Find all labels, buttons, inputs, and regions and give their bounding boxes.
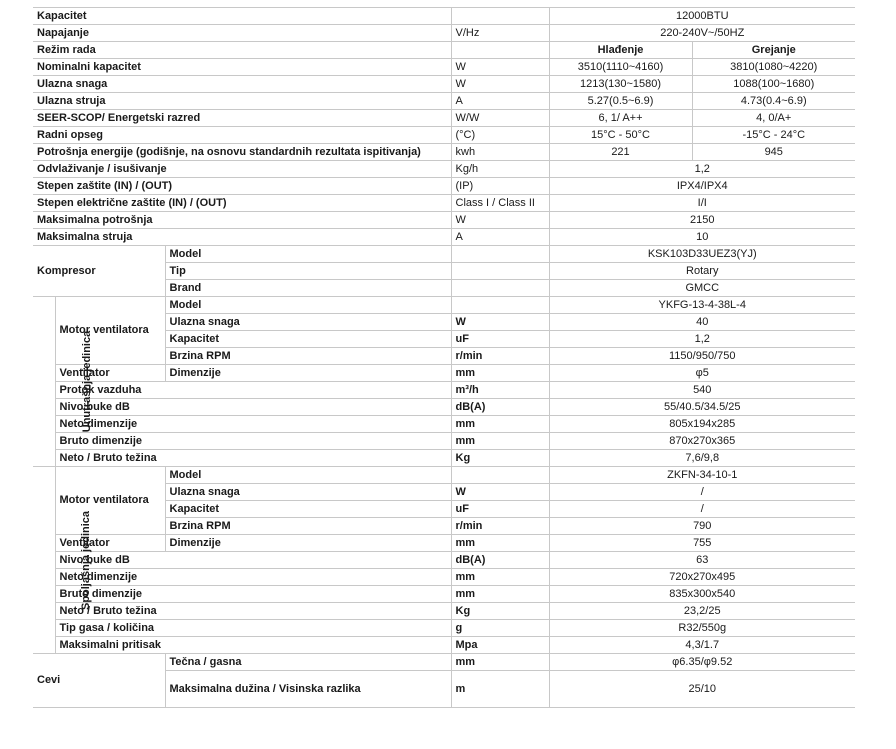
row-unit: W [451, 314, 549, 331]
row-unit: W [451, 212, 549, 229]
row-value: φ5 [549, 365, 855, 382]
row-unit: mm [451, 586, 549, 603]
cooling-value: 221 [549, 144, 692, 161]
row-value: ZKFN-34-10-1 [549, 467, 855, 484]
row-label: Neto dimenzije [55, 569, 451, 586]
mode-heating-header: Grejanje [692, 42, 855, 59]
table-row [33, 59, 855, 76]
row-unit: m³/h [451, 382, 549, 399]
heating-value: 1088(100~1680) [692, 76, 855, 93]
row-unit: g [451, 620, 549, 637]
row-label: Tip [165, 263, 451, 280]
row-value: 1,2 [549, 161, 855, 178]
row-label: Neto dimenzije [55, 416, 451, 433]
row-value: 835x300x540 [549, 586, 855, 603]
row-unit [451, 280, 549, 297]
heating-value: 3810(1080~4220) [692, 59, 855, 76]
row-unit: A [451, 93, 549, 110]
row-unit: Kg [451, 450, 549, 467]
table-row [33, 178, 855, 195]
table-row [33, 467, 855, 484]
row-unit: uF [451, 331, 549, 348]
row-unit: mm [451, 416, 549, 433]
row-unit: mm [451, 535, 549, 552]
row-label: Maksimalni pritisak [55, 637, 451, 654]
pipes-section-label: Cevi [33, 654, 165, 708]
row-label: Potrošnja energije (godišnje, na osnovu standardnih rezultata ispitivanja) [33, 144, 451, 161]
row-label: Maksimalna dužina / Visinska razlika [165, 671, 451, 708]
row-label: Brand [165, 280, 451, 297]
row-label: Neto / Bruto težina [55, 603, 451, 620]
heating-value: 4.73(0.4~6.9) [692, 93, 855, 110]
row-unit: Kg/h [451, 161, 549, 178]
row-label: Ulazna snaga [165, 314, 451, 331]
row-unit: (IP) [451, 178, 549, 195]
row-unit [451, 8, 549, 25]
outdoor-fan-motor-label: Motor ventilatora [55, 467, 165, 535]
row-label: Radni opseg [33, 127, 451, 144]
row-unit: dB(A) [451, 399, 549, 416]
table-row [33, 586, 855, 603]
table-row [33, 552, 855, 569]
row-unit: r/min [451, 518, 549, 535]
table-row [33, 569, 855, 586]
row-label: Ulazna snaga [33, 76, 451, 93]
table-row [33, 297, 855, 314]
row-value: 55/40.5/34.5/25 [549, 399, 855, 416]
row-value: 23,2/25 [549, 603, 855, 620]
row-value: 7,6/9,8 [549, 450, 855, 467]
row-label: Bruto dimenzije [55, 586, 451, 603]
table-row [33, 110, 855, 127]
row-label: Model [165, 297, 451, 314]
row-unit: mm [451, 569, 549, 586]
row-label: Stepen zaštite (IN) / (OUT) [33, 178, 451, 195]
table-row [33, 637, 855, 654]
table-row [33, 25, 855, 42]
row-value: 63 [549, 552, 855, 569]
row-unit: V/Hz [451, 25, 549, 42]
row-value: 12000BTU [549, 8, 855, 25]
table-row [33, 76, 855, 93]
row-label: Nivo buke dB [55, 399, 451, 416]
row-label: Maksimalna potrošnja [33, 212, 451, 229]
row-unit: A [451, 229, 549, 246]
table-row [33, 382, 855, 399]
row-value: 25/10 [549, 671, 855, 708]
outdoor-fan-label: Ventilator [55, 535, 165, 552]
row-unit [451, 467, 549, 484]
row-value: 870x270x365 [549, 433, 855, 450]
row-value: 2150 [549, 212, 855, 229]
table-row [33, 433, 855, 450]
row-label: Tip gasa / količina [55, 620, 451, 637]
table-row [33, 603, 855, 620]
row-label: Neto / Bruto težina [55, 450, 451, 467]
row-label: SEER-SCOP/ Energetski razred [33, 110, 451, 127]
row-unit: W/W [451, 110, 549, 127]
row-unit [451, 263, 549, 280]
row-value: KSK103D33UEZ3(YJ) [549, 246, 855, 263]
table-row [33, 144, 855, 161]
row-value: 220-240V~/50HZ [549, 25, 855, 42]
row-label: Ulazna struja [33, 93, 451, 110]
table-row [33, 620, 855, 637]
row-label: Brzina RPM [165, 518, 451, 535]
row-label: Nivo buke dB [55, 552, 451, 569]
row-unit: W [451, 484, 549, 501]
row-value: 4,3/1.7 [549, 637, 855, 654]
indoor-section-label: Unutrašnja jedinica [33, 297, 55, 467]
row-unit: Class I / Class II [451, 195, 549, 212]
row-value: 1,2 [549, 331, 855, 348]
row-unit: W [451, 76, 549, 93]
mode-cooling-header: Hlađenje [549, 42, 692, 59]
table-row [33, 654, 855, 671]
table-row [33, 365, 855, 382]
heating-value: 945 [692, 144, 855, 161]
row-label: Dimenzije [165, 535, 451, 552]
row-unit: uF [451, 501, 549, 518]
row-label: Odvlaživanje / isušivanje [33, 161, 451, 178]
row-label: Brzina RPM [165, 348, 451, 365]
row-label: Model [165, 467, 451, 484]
row-label: Kapacitet [165, 501, 451, 518]
row-label: Tečna / gasna [165, 654, 451, 671]
table-row [33, 212, 855, 229]
row-label: Ulazna snaga [165, 484, 451, 501]
row-unit [451, 297, 549, 314]
row-label: Model [165, 246, 451, 263]
row-unit: Kg [451, 603, 549, 620]
row-unit: kwh [451, 144, 549, 161]
row-value: 790 [549, 518, 855, 535]
row-unit: mm [451, 654, 549, 671]
row-label: Bruto dimenzije [55, 433, 451, 450]
heating-value: 4, 0/A+ [692, 110, 855, 127]
cooling-value: 1213(130~1580) [549, 76, 692, 93]
row-value: / [549, 501, 855, 518]
row-value: GMCC [549, 280, 855, 297]
row-value: 1150/950/750 [549, 348, 855, 365]
row-label: Režim rada [33, 42, 451, 59]
table-row [33, 93, 855, 110]
row-label: Stepen električne zaštite (IN) / (OUT) [33, 195, 451, 212]
row-label: Protok vazduha [55, 382, 451, 399]
row-label: Napajanje [33, 25, 451, 42]
row-unit: m [451, 671, 549, 708]
row-unit: (°C) [451, 127, 549, 144]
row-unit: mm [451, 365, 549, 382]
row-unit: mm [451, 433, 549, 450]
row-value: R32/550g [549, 620, 855, 637]
cooling-value: 15°C - 50°C [549, 127, 692, 144]
row-value: 540 [549, 382, 855, 399]
row-unit: W [451, 59, 549, 76]
table-row [33, 399, 855, 416]
indoor-fan-motor-label: Motor ventilatora [55, 297, 165, 365]
spec-table [33, 7, 855, 708]
cooling-value: 6, 1/ A++ [549, 110, 692, 127]
row-value: I/I [549, 195, 855, 212]
row-label: Maksimalna struja [33, 229, 451, 246]
table-row [33, 450, 855, 467]
row-value: 755 [549, 535, 855, 552]
table-row [33, 535, 855, 552]
cooling-value: 3510(1110~4160) [549, 59, 692, 76]
table-row [33, 161, 855, 178]
outdoor-section-label: Spoljašnja jedinica [33, 467, 55, 654]
row-label: Kapacitet [165, 331, 451, 348]
row-unit [451, 246, 549, 263]
heating-value: -15°C - 24°C [692, 127, 855, 144]
row-value: 720x270x495 [549, 569, 855, 586]
row-unit [451, 42, 549, 59]
row-value: Rotary [549, 263, 855, 280]
compressor-section-label: Kompresor [33, 246, 165, 297]
row-value: φ6.35/φ9.52 [549, 654, 855, 671]
cooling-value: 5.27(0.5~6.9) [549, 93, 692, 110]
row-value: 805x194x285 [549, 416, 855, 433]
row-value: / [549, 484, 855, 501]
row-value: 40 [549, 314, 855, 331]
row-label: Kapacitet [33, 8, 451, 25]
row-value: 10 [549, 229, 855, 246]
table-row [33, 195, 855, 212]
table-row [33, 246, 855, 263]
row-unit: r/min [451, 348, 549, 365]
table-row [33, 127, 855, 144]
table-row [33, 8, 855, 25]
table-row [33, 42, 855, 59]
table-row [33, 229, 855, 246]
row-label: Dimenzije [165, 365, 451, 382]
row-value: IPX4/IPX4 [549, 178, 855, 195]
row-unit: Mpa [451, 637, 549, 654]
indoor-fan-label: Ventilator [55, 365, 165, 382]
row-label: Nominalni kapacitet [33, 59, 451, 76]
row-unit: dB(A) [451, 552, 549, 569]
table-row [33, 416, 855, 433]
row-value: YKFG-13-4-38L-4 [549, 297, 855, 314]
